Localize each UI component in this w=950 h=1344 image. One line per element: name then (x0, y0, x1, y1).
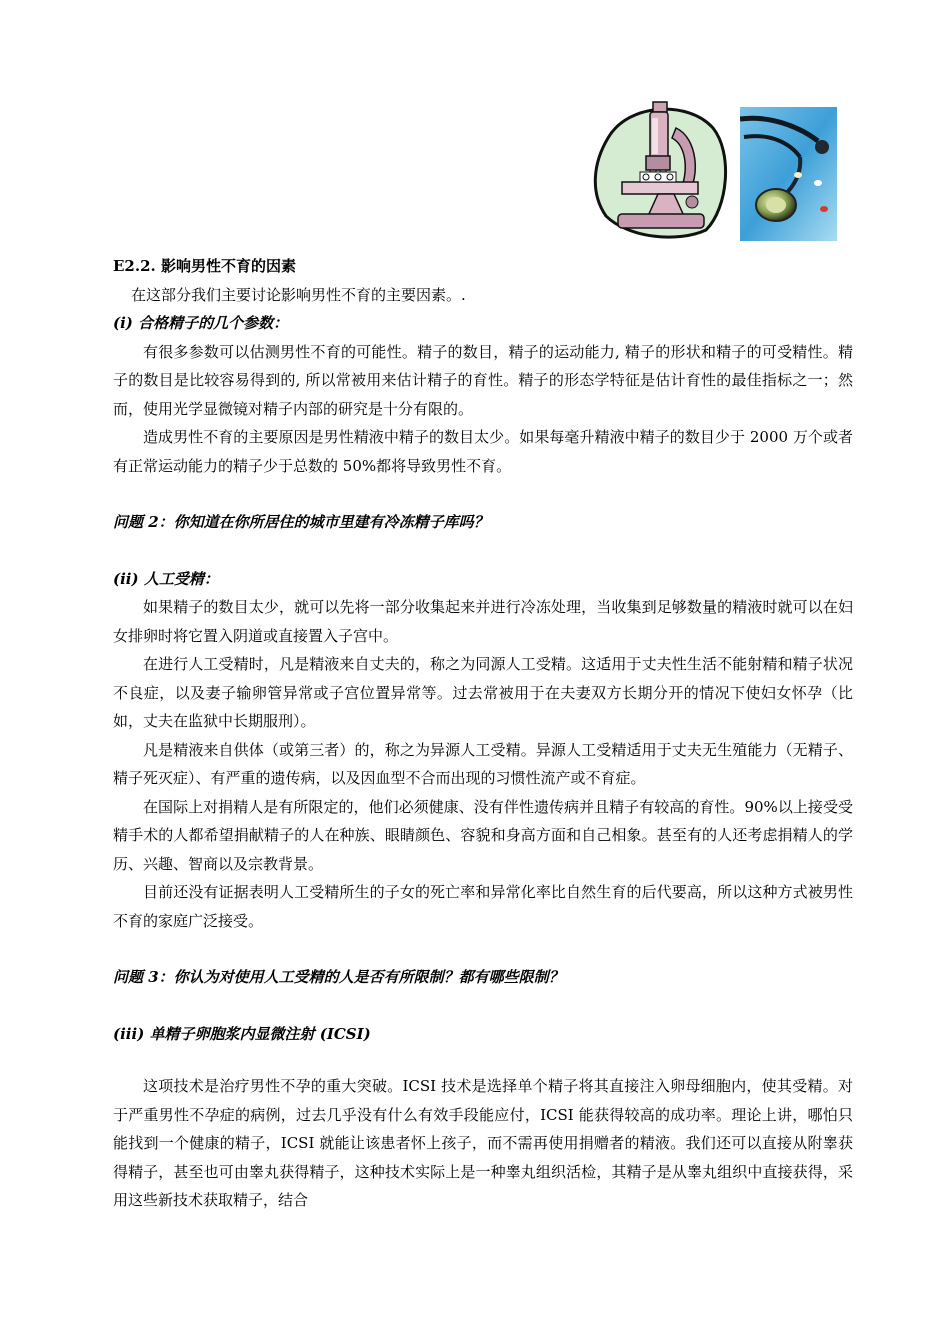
question-2: 问题 2：你知道在你所居住的城市里建有冷冻精子库吗？ (113, 513, 489, 531)
part2-paragraph: 目前还没有证据表明人工受精所生的子女的死亡率和异常化率比自然生育的后代要高，所以这种方式被男性不育的家庭广泛接受。 (113, 883, 853, 930)
part2-paragraph: 在进行人工受精时，凡是精液来自丈夫的，称之为同源人工受精。这适用于丈夫性生活不能射精和精子状况不良症，以及妻子输卵管异常或子宫位置异常等。过去常被用于在夫妻双方长期分开的情况下使妇女怀孕（比如，丈夫在监狱中长期服刑）。 (113, 655, 853, 730)
part3-title: (iii) 单精子卵胞浆内显微注射 (ICSI) (113, 1024, 371, 1043)
part2-paragraph: 凡是精液来自供体（或第三者）的，称之为异源人工受精。异源人工受精适用于丈夫无生殖能力（无精子、精子死灭症）、有严重的遗传病，以及因血型不合而出现的习惯性流产或不育症。 (113, 740, 853, 787)
section-intro: 在这部分我们主要讨论影响男性不育的主要因素。. (131, 285, 466, 304)
part1-paragraph: 有很多参数可以估测男性不育的可能性。精子的数目，精子的运动能力, 精子的形状和精子的可受精性。精子的数目是比较容易得到的, 所以常被用来估计精子的育性。精子的形态学特征是估计育性的最佳指标之一；然而，使用光学显微镜对精子内部的研究是十分有限的。 (113, 342, 853, 418)
part2-title: (ii) 人工受精： (113, 569, 219, 588)
part1-paragraph: 造成男性不育的主要原因是男性精液中精子的数目太少。如果每毫升精液中精子的数目少于 2000 万个或者有正常运动能力的精子少于总数的 50%都将导致男性不育。 (113, 428, 853, 475)
section-heading: E2.2. 影响男性不育的因素 (113, 257, 296, 275)
stethoscope-illustration (740, 107, 837, 241)
question-3: 问题 3：你认为对使用人工受精的人是否有所限制？都有哪些限制？ (113, 968, 564, 986)
part2-paragraph: 如果精子的数目太少，就可以先将一部分收集起来并进行冷冻处理，当收集到足够数量的精液时就可以在妇女排卵时将它置入阴道或直接置入子宫中。 (113, 598, 853, 645)
document-body (113, 252, 853, 1215)
part2-paragraph: 在国际上对捐精人是有所限定的，他们必须健康、没有伴性遗传病并且精子有较高的育性。90%以上接受受精手术的人都希望捐献精子的人在种族、眼睛颜色、容貌和身高方面和自己相象。甚至有的人还考虑捐精人的学历、兴趣、智商以及宗教背景。 (113, 797, 853, 873)
part3-paragraph: 这项技术是治疗男性不孕的重大突破。ICSI 技术是选择单个精子将其直接注入卵母细胞内，使其受精。对于严重男性不孕症的病例，过去几乎没有什么有效手段能应付，ICSI 能获得较高的成功率。理论上讲，哪怕只能找到一个健康的精子，ICSI 就能让该患者怀上孩子，而不需再使用捐赠者的精液。我们还可以直接从附睾获得精子，甚至也可由睾丸获得精子，这种技术实际上是一种睾丸组织活检，其精子是从睾丸组织中直接获得，采用这些新技术获取精子，结合 (113, 1077, 853, 1209)
part1-title: (i) 合格精子的几个参数： (113, 314, 289, 332)
microscope-illustration (588, 98, 730, 240)
